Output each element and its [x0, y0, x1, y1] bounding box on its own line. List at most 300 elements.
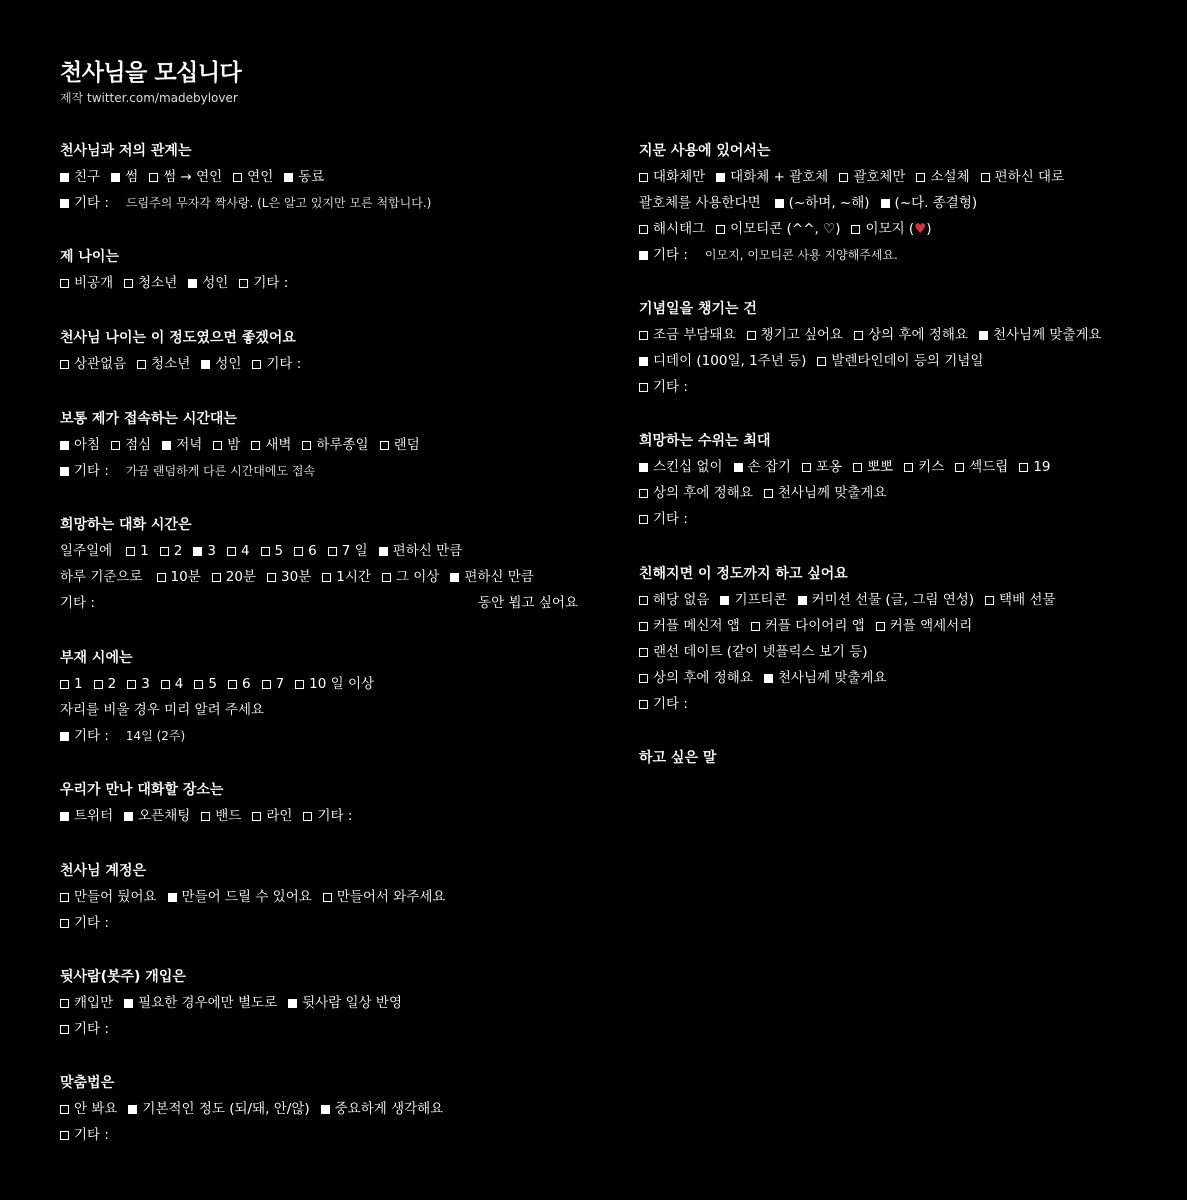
option-checkbox[interactable] — [60, 1019, 109, 1039]
option-checkbox[interactable] — [60, 1125, 109, 1145]
checked-box-icon[interactable] — [734, 463, 743, 472]
question-label: 맞춤법은 — [60, 1075, 115, 1091]
option-row — [60, 1019, 578, 1039]
empty-box-icon[interactable] — [262, 680, 271, 689]
checked-box-icon[interactable] — [284, 173, 293, 182]
option-row — [60, 461, 578, 481]
option-checkbox[interactable] — [124, 806, 190, 826]
empty-box-icon[interactable] — [955, 463, 964, 472]
option-checkbox[interactable] — [60, 726, 109, 746]
question-section — [60, 515, 578, 613]
empty-box-icon[interactable] — [261, 547, 270, 556]
note-text: 14일 (2주) — [125, 729, 186, 743]
empty-box-icon[interactable] — [60, 1025, 69, 1034]
option-checkbox[interactable] — [639, 351, 806, 371]
empty-box-icon[interactable] — [876, 622, 885, 631]
note-text: 가끔 랜덤하게 다른 시간대에도 접속 — [125, 464, 316, 478]
empty-box-icon[interactable] — [639, 700, 648, 709]
option-checkbox[interactable] — [239, 273, 288, 293]
option-checkbox[interactable] — [639, 668, 753, 688]
option-row — [60, 993, 578, 1013]
option-row — [60, 913, 578, 933]
option-checkbox[interactable] — [60, 193, 109, 213]
option-checkbox[interactable] — [764, 668, 887, 688]
empty-box-icon[interactable] — [194, 680, 203, 689]
checked-box-icon[interactable] — [881, 199, 890, 208]
option-checkbox[interactable] — [162, 435, 202, 455]
empty-box-icon[interactable] — [716, 225, 725, 234]
option-checkbox[interactable] — [127, 674, 150, 694]
empty-box-icon[interactable] — [981, 173, 990, 182]
option-label: 이모지 (♥) — [865, 221, 932, 237]
option-checkbox[interactable] — [955, 457, 1008, 477]
question-section — [60, 648, 578, 746]
option-checkbox[interactable] — [639, 245, 688, 265]
option-checkbox[interactable] — [328, 541, 368, 561]
option-checkbox[interactable] — [262, 674, 285, 694]
option-checkbox[interactable] — [227, 541, 250, 561]
row-label: 하루 기준으로 — [60, 569, 143, 585]
empty-box-icon[interactable] — [227, 547, 236, 556]
option-checkbox[interactable] — [228, 674, 251, 694]
empty-box-icon[interactable] — [149, 173, 158, 182]
option-checkbox[interactable] — [817, 351, 983, 371]
empty-box-icon[interactable] — [60, 279, 69, 288]
empty-box-icon[interactable] — [639, 331, 648, 340]
empty-box-icon[interactable] — [213, 441, 222, 450]
empty-box-icon[interactable] — [817, 357, 826, 366]
option-row — [639, 351, 1139, 371]
option-checkbox[interactable] — [302, 435, 368, 455]
empty-box-icon[interactable] — [851, 225, 860, 234]
empty-box-icon[interactable] — [639, 596, 648, 605]
option-checkbox[interactable] — [322, 567, 371, 587]
checked-box-icon[interactable] — [775, 199, 784, 208]
empty-box-icon[interactable] — [380, 441, 389, 450]
option-checkbox[interactable] — [213, 435, 240, 455]
option-checkbox[interactable] — [981, 167, 1065, 187]
option-checkbox[interactable] — [876, 616, 973, 636]
empty-box-icon[interactable] — [161, 680, 170, 689]
option-checkbox[interactable] — [194, 674, 217, 694]
checked-box-icon[interactable] — [639, 463, 648, 472]
option-row — [639, 694, 1139, 714]
option-checkbox[interactable] — [60, 461, 109, 481]
option-checkbox[interactable] — [775, 193, 870, 213]
question-section — [60, 328, 578, 374]
option-checkbox[interactable] — [716, 167, 828, 187]
option-label: 2 — [173, 543, 183, 559]
option-checkbox[interactable] — [985, 590, 1055, 610]
option-checkbox[interactable] — [188, 273, 228, 293]
question-section — [60, 141, 578, 213]
credit-text: 제작 twitter.com/madebylover — [60, 91, 238, 105]
option-checkbox[interactable] — [979, 325, 1102, 345]
question-label: 뒷사람(봇주) 개입은 — [60, 969, 186, 985]
option-checkbox[interactable] — [60, 435, 100, 455]
question-section — [60, 409, 578, 481]
checked-box-icon[interactable] — [979, 331, 988, 340]
empty-box-icon[interactable] — [127, 680, 136, 689]
option-checkbox[interactable] — [157, 567, 201, 587]
question-label: 희망하는 대화 시간은 — [60, 517, 192, 533]
option-checkbox[interactable] — [382, 567, 439, 587]
empty-box-icon[interactable] — [904, 463, 913, 472]
question-label: 기념일을 챙기는 건 — [639, 301, 757, 317]
option-row — [639, 245, 1139, 265]
empty-box-icon[interactable] — [252, 360, 261, 369]
option-label: 커플 메신저 앱 — [653, 618, 740, 634]
option-label: 연인 — [247, 169, 274, 185]
empty-box-icon[interactable] — [328, 547, 337, 556]
option-label: 6 — [308, 543, 317, 559]
option-checkbox[interactable] — [201, 806, 241, 826]
empty-box-icon[interactable] — [239, 279, 248, 288]
note-text: 이모지, 이모티콘 사용 지양해주세요. — [704, 248, 898, 262]
checked-box-icon[interactable] — [60, 812, 69, 821]
option-checkbox[interactable] — [233, 167, 273, 187]
option-checkbox[interactable] — [1019, 457, 1050, 477]
option-checkbox[interactable] — [261, 541, 284, 561]
option-checkbox[interactable] — [904, 457, 944, 477]
empty-box-icon[interactable] — [201, 812, 210, 821]
option-checkbox[interactable] — [303, 806, 352, 826]
row-label: 일주일에 — [60, 543, 113, 559]
option-label: 기프티콘 — [734, 592, 787, 608]
option-label: 기타 : — [653, 696, 688, 712]
option-label: 3 — [207, 543, 216, 559]
option-checkbox[interactable] — [60, 806, 113, 826]
option-label: 저녁 — [176, 437, 203, 453]
option-label: 키스 — [918, 459, 945, 475]
empty-box-icon[interactable] — [916, 173, 925, 182]
option-row — [60, 1099, 578, 1119]
checked-box-icon[interactable] — [124, 999, 133, 1008]
option-checkbox[interactable] — [201, 354, 241, 374]
option-label: (~하며, ~해) — [788, 195, 870, 211]
option-checkbox[interactable] — [168, 887, 312, 907]
option-checkbox[interactable] — [851, 219, 931, 239]
option-checkbox[interactable] — [798, 590, 974, 610]
checked-box-icon[interactable] — [168, 893, 177, 902]
checked-box-icon[interactable] — [60, 467, 69, 476]
option-label: 뒷사람 일상 반영 — [302, 995, 402, 1011]
question-label: 우리가 만나 대화할 장소는 — [60, 782, 224, 798]
option-label: 필요한 경우에만 별도로 — [138, 995, 278, 1011]
empty-box-icon[interactable] — [157, 573, 166, 582]
option-checkbox[interactable] — [881, 193, 978, 213]
empty-box-icon[interactable] — [382, 573, 391, 582]
empty-box-icon[interactable] — [853, 463, 862, 472]
option-label: 1시간 — [336, 569, 371, 585]
option-checkbox[interactable] — [160, 541, 183, 561]
option-label: 손 잡기 — [747, 459, 791, 475]
option-checkbox[interactable] — [379, 541, 463, 561]
row-label: 자리를 비울 경우 미리 알려 주세요 — [60, 702, 265, 718]
empty-box-icon[interactable] — [233, 173, 242, 182]
empty-box-icon[interactable] — [985, 596, 994, 605]
option-label: 괄호체만 — [853, 169, 906, 185]
empty-box-icon[interactable] — [303, 812, 312, 821]
option-row — [639, 668, 1139, 688]
question-section — [639, 431, 1139, 529]
option-checkbox[interactable] — [639, 590, 709, 610]
question-label: 부재 시에는 — [60, 650, 133, 666]
option-label: 기타 : — [74, 463, 109, 479]
checked-box-icon[interactable] — [60, 199, 69, 208]
empty-box-icon[interactable] — [639, 622, 648, 631]
empty-box-icon[interactable] — [302, 441, 311, 450]
option-checkbox[interactable] — [639, 167, 705, 187]
option-checkbox[interactable] — [747, 325, 844, 345]
question-label: 희망하는 수위는 최대 — [639, 433, 771, 449]
option-label: 청소년 — [138, 275, 178, 291]
option-checkbox[interactable] — [94, 674, 117, 694]
page-title: 천사님을 모십니다 — [60, 60, 242, 86]
option-label: 디데이 (100일, 1주년 등) — [653, 353, 807, 369]
option-row — [60, 193, 578, 213]
option-checkbox[interactable] — [128, 1099, 309, 1119]
empty-box-icon[interactable] — [322, 573, 331, 582]
option-checkbox[interactable] — [60, 273, 113, 293]
option-label: 트위터 — [74, 808, 114, 824]
option-checkbox[interactable] — [380, 435, 420, 455]
checked-box-icon[interactable] — [288, 999, 297, 1008]
option-row — [60, 435, 578, 455]
option-label: 기타 : — [653, 511, 688, 527]
empty-box-icon[interactable] — [764, 489, 773, 498]
option-label: 4 — [240, 543, 250, 559]
empty-box-icon[interactable] — [60, 360, 69, 369]
option-checkbox[interactable] — [126, 541, 149, 561]
option-label: 청소년 — [151, 356, 191, 372]
option-checkbox[interactable] — [252, 354, 301, 374]
checked-box-icon[interactable] — [162, 441, 171, 450]
option-checkbox[interactable] — [60, 167, 100, 187]
option-label: 기타 : — [74, 915, 109, 931]
option-label: 점심 — [125, 437, 152, 453]
row-label: 기타 : — [60, 595, 95, 611]
option-label: 천사님께 맞출게요 — [777, 670, 887, 686]
checked-box-icon[interactable] — [716, 173, 725, 182]
option-label: 커미션 선물 (글, 그림 연성) — [811, 592, 975, 608]
checked-box-icon[interactable] — [60, 173, 69, 182]
option-label: 친구 — [74, 169, 101, 185]
empty-box-icon[interactable] — [126, 547, 135, 556]
empty-box-icon[interactable] — [111, 441, 120, 450]
option-label: 만들어 뒀어요 — [74, 889, 157, 905]
option-label: 커플 다이어리 앱 — [764, 618, 865, 634]
option-label: 커플 액세서리 — [889, 618, 973, 634]
checked-box-icon[interactable] — [798, 596, 807, 605]
checked-box-icon[interactable] — [764, 674, 773, 683]
option-checkbox[interactable] — [137, 354, 190, 374]
option-checkbox[interactable] — [854, 325, 968, 345]
checked-box-icon[interactable] — [379, 547, 388, 556]
option-checkbox[interactable] — [111, 435, 151, 455]
empty-box-icon[interactable] — [747, 331, 756, 340]
empty-box-icon[interactable] — [60, 919, 69, 928]
option-label: 섹드립 — [969, 459, 1009, 475]
question-section — [60, 780, 578, 826]
empty-box-icon[interactable] — [295, 680, 304, 689]
question-label: 천사님과 저의 관계는 — [60, 143, 192, 159]
option-checkbox[interactable] — [60, 887, 157, 907]
option-label: 안 봐요 — [74, 1101, 118, 1117]
empty-box-icon[interactable] — [751, 622, 760, 631]
option-checkbox[interactable] — [639, 616, 740, 636]
option-checkbox[interactable] — [916, 167, 969, 187]
option-label: 썸 → 연인 — [163, 169, 223, 185]
option-checkbox[interactable] — [450, 567, 534, 587]
option-label: 10 일 이상 — [309, 676, 375, 692]
empty-box-icon[interactable] — [228, 680, 237, 689]
empty-box-icon[interactable] — [294, 547, 303, 556]
empty-box-icon[interactable] — [124, 279, 133, 288]
option-label: 스킨십 없이 — [653, 459, 723, 475]
option-checkbox[interactable] — [802, 457, 842, 477]
checked-box-icon[interactable] — [128, 1105, 137, 1114]
option-checkbox[interactable] — [321, 1099, 444, 1119]
question-section — [639, 748, 1139, 768]
option-checkbox[interactable] — [124, 993, 277, 1013]
empty-box-icon[interactable] — [639, 489, 648, 498]
empty-box-icon[interactable] — [323, 893, 332, 902]
option-label: 10분 — [170, 569, 201, 585]
empty-box-icon[interactable] — [60, 680, 69, 689]
checked-box-icon[interactable] — [639, 251, 648, 260]
empty-box-icon[interactable] — [94, 680, 103, 689]
option-checkbox[interactable] — [639, 509, 688, 529]
option-checkbox[interactable] — [764, 483, 887, 503]
empty-box-icon[interactable] — [212, 573, 221, 582]
empty-box-icon[interactable] — [60, 1105, 69, 1114]
empty-box-icon[interactable] — [639, 648, 648, 657]
option-checkbox[interactable] — [294, 541, 317, 561]
empty-box-icon[interactable] — [802, 463, 811, 472]
empty-box-icon[interactable] — [267, 573, 276, 582]
option-label: 기타 : — [74, 1021, 109, 1037]
option-label: 기타 : — [253, 275, 289, 291]
empty-box-icon[interactable] — [639, 674, 648, 683]
option-label: 밤 — [227, 437, 241, 453]
option-checkbox[interactable] — [853, 457, 893, 477]
option-checkbox[interactable] — [60, 1099, 117, 1119]
empty-box-icon[interactable] — [639, 515, 648, 524]
checked-box-icon[interactable] — [60, 441, 69, 450]
option-checkbox[interactable] — [161, 674, 184, 694]
option-checkbox[interactable] — [124, 273, 177, 293]
checked-box-icon[interactable] — [60, 732, 69, 741]
option-label: 5 — [274, 543, 284, 559]
option-checkbox[interactable] — [720, 590, 786, 610]
checked-box-icon[interactable] — [111, 173, 120, 182]
option-checkbox[interactable] — [639, 377, 688, 397]
option-label: 천사님께 맞출게요 — [777, 485, 887, 501]
empty-box-icon[interactable] — [1019, 463, 1028, 472]
option-checkbox[interactable] — [639, 694, 688, 714]
option-checkbox[interactable] — [639, 642, 868, 662]
empty-box-icon[interactable] — [137, 360, 146, 369]
option-row — [60, 700, 578, 720]
empty-box-icon[interactable] — [160, 547, 169, 556]
checked-box-icon[interactable] — [193, 547, 202, 556]
option-checkbox[interactable] — [212, 567, 256, 587]
empty-box-icon[interactable] — [251, 441, 260, 450]
option-label: 새벽 — [265, 437, 292, 453]
question-label: 보통 제가 접속하는 시간대는 — [60, 411, 237, 427]
option-checkbox[interactable] — [149, 167, 222, 187]
question-label: 천사님 나이는 이 정도였으면 좋겠어요 — [60, 330, 296, 346]
option-row — [60, 674, 578, 694]
option-label: 해시태그 — [653, 221, 706, 237]
checked-box-icon[interactable] — [639, 357, 648, 366]
option-label: 기타 : — [653, 379, 688, 395]
option-checkbox[interactable] — [323, 887, 446, 907]
option-checkbox[interactable] — [716, 219, 840, 239]
empty-box-icon[interactable] — [60, 999, 69, 1008]
option-label: 기본적인 정도 (되/돼, 안/않) — [142, 1101, 310, 1117]
option-checkbox[interactable] — [111, 167, 138, 187]
option-row — [639, 325, 1139, 345]
option-checkbox[interactable] — [288, 993, 402, 1013]
option-checkbox[interactable] — [251, 435, 291, 455]
heart-icon: ♥ — [914, 221, 927, 237]
option-label: 20분 — [225, 569, 257, 585]
checked-box-icon[interactable] — [201, 360, 210, 369]
option-label: 편하신 대로 — [994, 169, 1065, 185]
option-checkbox[interactable] — [267, 567, 311, 587]
option-label: 기타 : — [653, 247, 688, 263]
empty-box-icon[interactable] — [639, 225, 648, 234]
option-checkbox[interactable] — [60, 674, 83, 694]
option-checkbox[interactable] — [751, 616, 865, 636]
option-checkbox[interactable] — [734, 457, 791, 477]
checked-box-icon[interactable] — [450, 573, 459, 582]
checked-box-icon[interactable] — [188, 279, 197, 288]
checked-box-icon[interactable] — [720, 596, 729, 605]
empty-box-icon[interactable] — [839, 173, 848, 182]
question-section — [60, 1073, 578, 1145]
option-label: 4 — [174, 676, 184, 692]
option-checkbox[interactable] — [193, 541, 216, 561]
option-label: 뽀뽀 — [867, 459, 894, 475]
empty-box-icon[interactable] — [639, 173, 648, 182]
checked-box-icon[interactable] — [321, 1105, 330, 1114]
option-checkbox[interactable] — [60, 993, 113, 1013]
option-checkbox[interactable] — [60, 354, 126, 374]
option-checkbox[interactable] — [639, 219, 705, 239]
empty-box-icon[interactable] — [252, 812, 261, 821]
option-checkbox[interactable] — [60, 913, 109, 933]
option-checkbox[interactable] — [639, 325, 736, 345]
option-checkbox[interactable] — [639, 457, 723, 477]
option-checkbox[interactable] — [295, 674, 374, 694]
option-checkbox[interactable] — [639, 483, 753, 503]
option-row — [60, 593, 578, 613]
option-row — [60, 273, 578, 293]
empty-box-icon[interactable] — [60, 1131, 69, 1140]
option-checkbox[interactable] — [839, 167, 905, 187]
empty-box-icon[interactable] — [854, 331, 863, 340]
empty-box-icon[interactable] — [639, 383, 648, 392]
question-section — [639, 564, 1139, 714]
option-checkbox[interactable] — [284, 167, 324, 187]
option-checkbox[interactable] — [252, 806, 292, 826]
empty-box-icon[interactable] — [60, 893, 69, 902]
checked-box-icon[interactable] — [124, 812, 133, 821]
option-label: 성인 — [202, 275, 229, 291]
